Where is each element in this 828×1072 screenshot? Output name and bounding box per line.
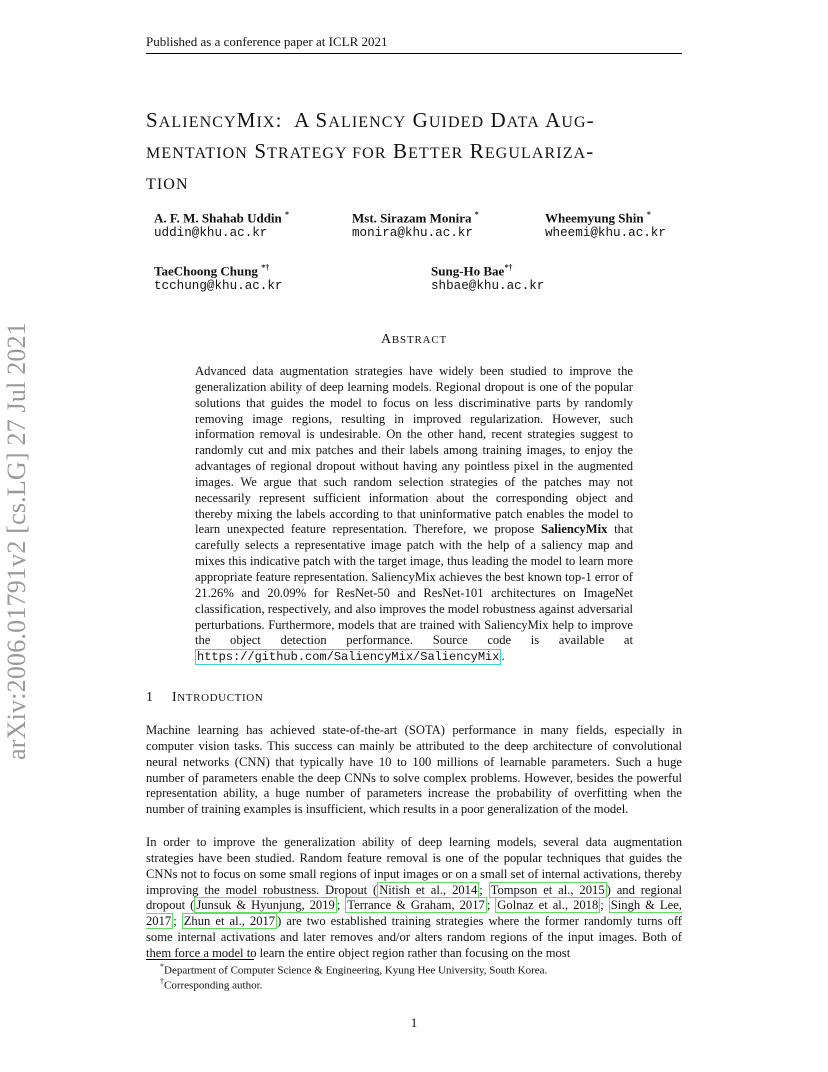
author-block [431, 263, 544, 293]
author-email: wheemi@khu.ac.kr [545, 226, 666, 241]
header-rule [146, 53, 682, 54]
abstract-body: Advanced data augmentation strategies have widely been studied to improve the generalization ability of deep learning models. Regional dropout is one of the popular solutions that guides the model to focus on less discriminative parts by randomly removing image regions, resulting in improved regularization. However, such information removal is undesirable. On the other hand, recent strategies suggest to randomly cut and mix patches and their labels among training images, to enjoy the advantages of regional dropout without having any pointless pixel in the augmented images. We argue that such random selection strategies of the patches may not necessarily represent sufficient information about the corresponding object and thereby mixing the labels according to that uninformative patch enables the model to learn unexpected feature representation. Therefore, we propose SaliencyMix that carefully selects a representative image patch with the help of a saliency map and mixes this indicative patch with the target image, thus leading the model to learn more appropriate feature representation. SaliencyMix achieves the best known top-1 error of 21.26% and 20.09% for ResNet-50 and ResNet-101 architectures on ImageNet classification, respectively, and also improves the model robustness against adversarial perturbations. Furthermore, models that are trained with SaliencyMix help to improve the object detection performance. Source code is available at https://github.com/SaliencyMix/SaliencyMix . [195, 364, 633, 665]
method-name: SaliencyMix [540, 522, 608, 537]
author-email: uddin@khu.ac.kr [154, 226, 268, 241]
citation-link[interactable]: Singh & Lee, 2017 [146, 898, 682, 929]
author-block [545, 210, 666, 240]
author-block [154, 210, 289, 240]
author-name: Wheemyung Shin * [545, 210, 651, 226]
running-header: Published as a conference paper at ICLR 2021 [146, 34, 388, 49]
arxiv-stamp: arXiv:2006.01791v2 [cs.LG] 27 Jul 2021 [2, 322, 31, 760]
footnote: †Corresponding author. [160, 977, 263, 992]
citation-link[interactable]: Terrance & Graham, 2017 [347, 898, 485, 913]
author-block [352, 210, 479, 240]
author-name: TaeChoong Chung *† [154, 263, 270, 279]
abstract-heading: ABSTRACT [380, 332, 448, 347]
author-email: tcchung@khu.ac.kr [154, 279, 283, 294]
author-name: Sung-Ho Bae*† [431, 263, 513, 279]
source-code-link[interactable]: https://github.com/SaliencyMix/SaliencyMix [197, 650, 500, 665]
citation-link[interactable]: Nitish et al., 2014 [379, 882, 478, 897]
title-line: MENTATION STRATEGY FOR BETTER REGULARIZA- [146, 139, 595, 163]
author-email: shbae@khu.ac.kr [431, 279, 545, 294]
paper-title [146, 106, 686, 199]
author-name: Mst. Sirazam Monira * [352, 210, 479, 226]
author-email: monira@khu.ac.kr [352, 226, 473, 241]
author-block [154, 263, 282, 293]
footnote-rule [146, 959, 254, 960]
citation-link[interactable]: Golnaz et al., 2018 [497, 898, 599, 913]
intro-paragraph: In order to improve the generalization ability of deep learning models, several data augmentation strategies have been studied. Random feature removal is one of the popular techniques that guides the CNNs not to focus on some small regions of input images or on a small set of internal activations, thereby improving the model robustness. Dropout ( Nitish et al., 2014 ; Tompson et al., 2015 ) and regional dropout ( Junsuk & Hyunjung, 2019 ; Terrance & Graham, 2017 ; Golnaz et al., 2018 ; Singh & Lee, 2017 ; Zhun et al., 2017 ) are two established training strategies where the former randomly turns off some internal activations and later removes and/or alters random regions of the input images. Both of them force a model to learn the entire object region rather than focusing on the most [146, 835, 683, 960]
citation-link[interactable]: Tompson et al., 2015 [490, 882, 605, 897]
title-line: TION [146, 176, 189, 193]
intro-paragraph: Machine learning has achieved state-of-the-art (SOTA) performance in many fields, especially in computer vision tasks. This success can mainly be attributed to the deep architecture of convolutional neural networks (CNN) that typically have 10 to 100 millions of learnable parameters. Such a huge number of parameters enable the deep CNNs to solve complex problems. However, besides the powerful representation ability, a huge number of parameters increase the probability of overfitting when the number of training examples is insufficient, which results in a poor generalization of the model. [146, 723, 682, 817]
page-number: 1 [410, 1015, 418, 1030]
title-line: SALIENCYMIX: A SALIENCY GUIDED DATA AUG- [146, 108, 595, 132]
footnote: *Department of Computer Science & Engineering, Kyung Hee University, South Korea. [160, 962, 548, 977]
citation-link[interactable]: Junsuk & Hyunjung, 2019 [196, 898, 335, 913]
section-heading: 1 INTRODUCTION [146, 690, 264, 705]
author-name: A. F. M. Shahab Uddin * [154, 210, 290, 226]
citation-link[interactable]: Zhun et al., 2017 [183, 914, 276, 929]
